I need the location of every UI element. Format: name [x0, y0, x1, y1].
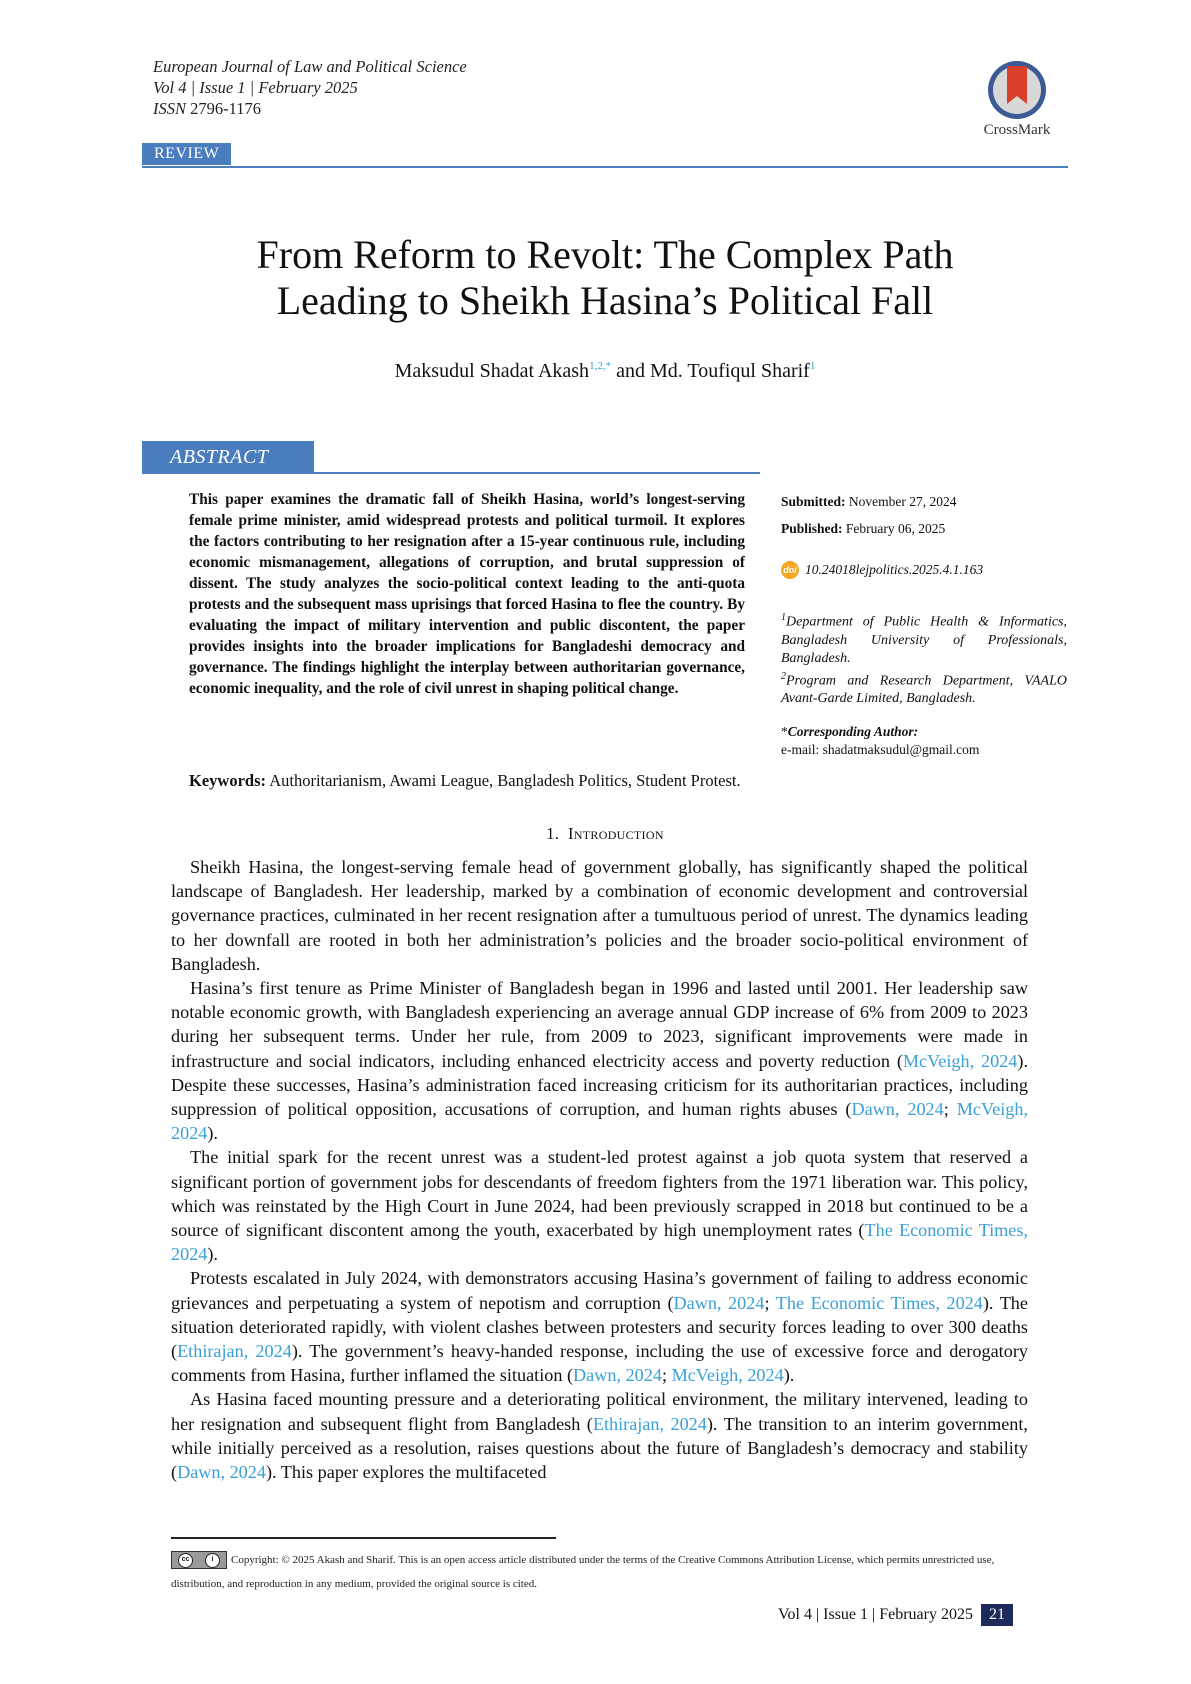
doi-icon: doi: [781, 561, 799, 579]
keywords: [189, 770, 745, 791]
copyright-notice: cc i Copyright: © 2025 Akash and Sharif. This is an open access article distributed under the terms of the Creative Commons Attribution License, which permits unrestricted use, distribution, and reproduction in any medium, provided the original source is cited.: [171, 1548, 1028, 1596]
footnote-divider: [171, 1537, 556, 1539]
keywords-label: Keywords:: [189, 771, 266, 790]
journal-volume: Vol 4 | Issue 1 | February 2025: [153, 78, 358, 97]
abstract-divider: [142, 472, 760, 474]
published-date: Published: February 06, 2025: [781, 521, 946, 536]
corresponding-email: e-mail: shadatmaksudul@gmail.com: [781, 742, 980, 757]
affiliation-2: $^2$Program and Research Department, VAALO Avant-Garde Limited, Bangladesh.: [781, 670, 1067, 707]
article-title: From Reform to Revolt: The Complex Path Leading to Sheikh Hasina’s Political Fall: [256, 232, 954, 323]
crossmark-badge[interactable]: [972, 58, 1062, 139]
citation-link[interactable]: McVeigh, 2024: [171, 1099, 1028, 1144]
abstract-text: This paper examines the dramatic fall of Sheikh Hasina, world’s longest-serving female prime minister, amid widespread protests and political turmoil. It explores the factors contributing to her resignation after a 15-year continuous rule, including economic mismanagement, allegations of corruption, and brutal suppression of dissent. The study analyzes the socio-political context leading to the anti-quota protests and the subsequent mass uprisings that forced Hasina to flee the country. By evaluating the impact of military intervention and public discontent, the paper provides insights into the broader implications for Bangladeshi democracy and governance. The findings highlight the interplay between authoritarian governance, economic inequality, and the role of civil unrest in shaping political change.: [189, 491, 745, 697]
abstract-label: ABSTRACT: [142, 441, 314, 473]
corresponding-author: *Corresponding Author: e-mail: shadatmaksudul@gmail.com: [781, 723, 1067, 759]
submitted-date: Submitted: November 27, 2024: [781, 494, 957, 509]
journal-header: [153, 56, 467, 119]
citation-link[interactable]: Ethirajan, 2024: [177, 1341, 292, 1362]
page-footer: [778, 1604, 1013, 1626]
author-affiliation-marks[interactable]: 1,2,*: [589, 360, 612, 372]
citation-link[interactable]: McVeigh, 2024: [671, 1365, 784, 1386]
paragraph: The initial spark for the recent unrest was a student-led protest against a job quota system that reserved a significant portion of government jobs for descendants of freedom fighters from the 1971 liberation war. This policy, which was reinstated by the High Court in June 2024, had been previously scrapped in 2018 but continued to be a source of significant discontent among the youth, exacerbated by high unemployment rates (The Economic Times, 2024).: [171, 1147, 1028, 1265]
paragraph: Sheikh Hasina, the longest-serving female head of government globally, has significantly shaped the political landscape of Bangladesh. Her leadership, marked by a combination of economic development and controversial governance practices, culminated in her recent resignation after a tumultuous period of unrest. The dynamics leading to her downfall are rooted in both her administration’s policies and the broader socio-political environment of Bangladesh.: [171, 857, 1028, 974]
citation-link[interactable]: The Economic Times, 2024: [171, 1220, 1028, 1265]
affiliations: [781, 609, 1067, 708]
keywords-list: Authoritarianism, Awami League, Bangladesh Politics, Student Protest.: [269, 771, 741, 790]
author-name: Maksudul Shadat Akash: [394, 360, 590, 382]
doi-value[interactable]: 10.24018lejpolitics.2025.4.1.163: [805, 562, 984, 577]
paragraph: As Hasina faced mounting pressure and a deteriorating political environment, the military intervened, leading to her resignation and subsequent flight from Bangladesh (Ethirajan, 2024). The transition to an interim government, while initially perceived as a resolution, raises questions about the future of Bangladesh’s democracy and stability (Dawn, 2024). This paper explores the multifaceted: [171, 1389, 1028, 1483]
crossmark-label: CrossMark: [983, 122, 1051, 138]
author-affiliation-marks[interactable]: 1: [809, 360, 816, 372]
journal-issn: ISSN 2796-1176: [153, 99, 262, 118]
email-link[interactable]: shadatmaksudul@gmail.com: [822, 742, 980, 757]
cc-by-license-icon[interactable]: cc i: [171, 1551, 227, 1569]
citation-link[interactable]: Dawn, 2024: [177, 1462, 266, 1483]
paragraph: Protests escalated in July 2024, with demonstrators accusing Hasina’s government of failing to address economic grievances and perpetuating a system of nepotism and corruption (Dawn, 2024; The Economic Times, 2024). The situation deteriorated rapidly, with violent clashes between protesters and security forces leading to over 300 deaths (Ethirajan, 2024). The government’s heavy-handed response, including the use of excessive force and derogatory comments from Hasina, further inflamed the situation (Dawn, 2024; McVeigh, 2024).: [171, 1268, 1028, 1386]
doi-link[interactable]: [781, 561, 1067, 579]
author-connector: and: [616, 360, 645, 382]
crossmark-icon: [985, 58, 1049, 122]
citation-link[interactable]: Ethirajan, 2024: [592, 1413, 707, 1434]
header-divider: [142, 166, 1068, 168]
paragraph: Hasina’s first tenure as Prime Minister of Bangladesh began in 1996 and lasted until 2001. Her leadership saw notable economic growth, with Bangladesh experiencing an average annual GDP increase of 6% from 2009 to 2023 during her subsequent terms. Under her rule, from 2009 to 2023, significant improvements were made in infrastructure and social indicators, including enhanced electricity access and poverty reduction (McVeigh, 2024). Despite these successes, Hasina’s administration faced increasing criticism for its authoritarian practices, including suppression of political opposition, accusations of corruption, and human rights abuses (Dawn, 2024; McVeigh, 2024).: [171, 978, 1028, 1144]
author-list: [142, 360, 1068, 383]
citation-link[interactable]: McVeigh, 2024: [902, 1050, 1018, 1071]
article-type-tag: REVIEW: [142, 143, 231, 165]
page-number: 21: [981, 1604, 1013, 1626]
citation-link[interactable]: Dawn, 2024: [851, 1099, 944, 1120]
journal-name: European Journal of Law and Political Science: [153, 57, 467, 76]
section-heading-introduction: 1. Introduction: [546, 824, 664, 843]
affiliation-1: $^1$Department of Public Health & Informatics, Bangladesh University of Professionals, Bangladesh.: [781, 612, 1067, 666]
author-name: Md. Toufiqul Sharif: [649, 360, 810, 382]
body-text: [171, 855, 1028, 1484]
asterisk-mark: *: [781, 724, 788, 739]
citation-link[interactable]: The Economic Times, 2024: [775, 1292, 983, 1313]
citation-link[interactable]: Dawn, 2024: [573, 1365, 662, 1386]
citation-link[interactable]: Dawn, 2024: [673, 1292, 765, 1313]
footer-issue: Vol 4 | Issue 1 | February 2025: [778, 1606, 973, 1623]
